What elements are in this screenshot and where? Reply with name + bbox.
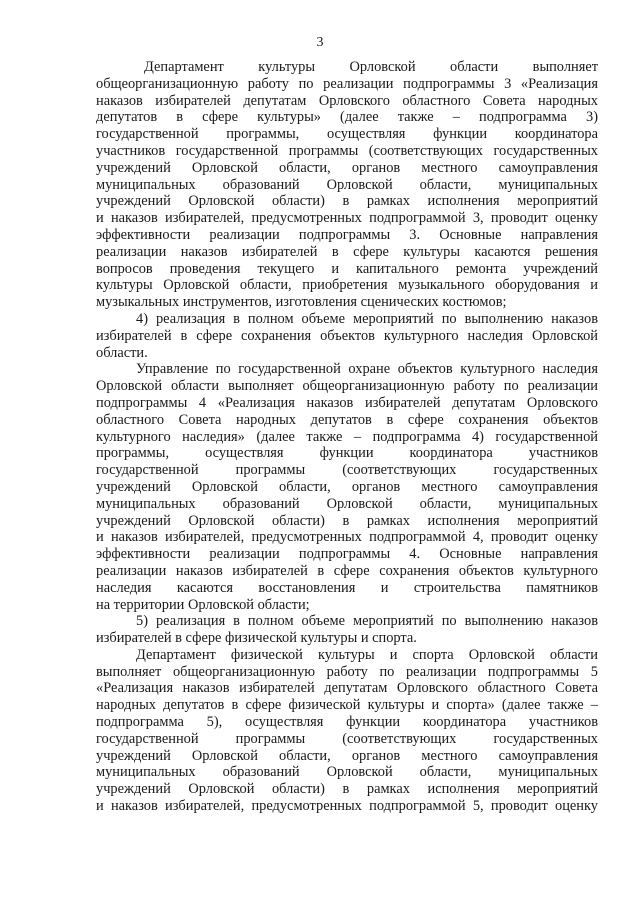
text-line: Департамент физической культуры и спорта Орловской области <box>136 646 598 663</box>
text-line: учреждений Орловской области) в рамках исполнения мероприятий <box>96 512 598 529</box>
text-line: Управление по государственной охране объектов культурного наследия <box>136 361 598 378</box>
text-line: подпрограммы 4 «Реализация наказов избирателей депутатам Орловского <box>96 394 598 411</box>
paragraph-item-5 <box>96 613 598 647</box>
text-line: вопросов проведения текущего и капитального ремонта учреждений <box>96 260 598 277</box>
text-line: музыкальных инструментов, изготовления сценических костюмов; <box>96 294 507 311</box>
paragraph-heritage-protection <box>96 361 598 613</box>
text-line: подпрограмма 5), осуществляя функции координатора участников <box>96 714 598 731</box>
text-line: муниципальных образований Орловской области, муниципальных <box>96 495 598 512</box>
text-line: избирателей в сфере физической культуры и спорта. <box>96 630 417 647</box>
text-line: выполняет общеорганизационную работу по реализации подпрограммы 5 <box>96 663 598 680</box>
text-line: эффективности реализации подпрограммы 4. Основные направления <box>96 546 598 563</box>
text-line: Орловской области выполняет общеорганизационную работу по реализации <box>96 378 598 395</box>
text-line: депутатов в сфере культуры» (далее также – подпрограмма 3) <box>96 109 598 126</box>
text-line: общеорганизационную работу по реализации подпрограммы 3 «Реализация <box>96 75 598 92</box>
page-number: 3 <box>316 35 324 50</box>
text-line: наказов избирателей депутатам Орловского областного Совета народных <box>96 92 598 109</box>
text-line: муниципальных образований Орловской области, муниципальных <box>96 176 598 193</box>
text-line: избирателей в сфере сохранения объектов культурного наследия Орловской <box>96 327 598 344</box>
text-line: и наказов избирателей, предусмотренных подпрограммой 5, проводит оценку <box>96 798 598 815</box>
text-line: и наказов избирателей, предусмотренных подпрограммой 4, проводит оценку <box>96 529 598 546</box>
text-line: эффективности реализации подпрограммы 3. Основные направления <box>96 226 598 243</box>
text-line: муниципальных образований Орловской области, муниципальных <box>96 764 598 781</box>
text-line: и наказов избирателей, предусмотренных подпрограммой 3, проводит оценку <box>96 210 598 227</box>
text-line: государственной программы (соответствующих государственных <box>96 462 598 479</box>
text-line: государственной программы (соответствующих государственных <box>96 730 598 747</box>
text-line: участников государственной программы (соответствующих государственных <box>96 142 598 159</box>
text-line: Департамент культуры Орловской области выполняет <box>144 59 598 75</box>
text-line: «Реализация наказов избирателей депутатам Орловского областного Совета <box>96 680 598 697</box>
text-line: культуры Орловской области, приобретения музыкального оборудования и <box>96 277 598 294</box>
text-line: учреждений Орловской области, органов местного самоуправления <box>96 478 598 495</box>
paragraph-department-sport <box>96 647 598 815</box>
paragraph-item-4 <box>96 311 598 361</box>
text-line: учреждений Орловской области, органов местного самоуправления <box>96 747 598 764</box>
paragraph-department-culture <box>96 59 598 311</box>
text-line: реализации наказов избирателей в сфере культуры касаются решения <box>96 243 598 260</box>
text-line: областного Совета народных депутатов в сфере сохранения объектов <box>96 411 598 428</box>
text-line: программы, осуществляя функции координатора участников <box>96 445 598 462</box>
text-line: учреждений Орловской области) в рамках исполнения мероприятий <box>96 193 598 210</box>
text-line: 4) реализация в полном объеме мероприятий по выполнению наказов <box>136 310 598 327</box>
text-line: реализации наказов избирателей в сфере сохранения объектов культурного <box>96 562 598 579</box>
text-line: 5) реализация в полном объеме мероприятий по выполнению наказов <box>136 613 598 630</box>
text-line: государственной программы, осуществляя функции координатора <box>96 126 598 143</box>
text-line: наследия касаются восстановления и строительства памятников <box>96 579 598 596</box>
document-body <box>96 59 598 815</box>
text-line: учреждений Орловской области, органов местного самоуправления <box>96 159 598 176</box>
text-line: народных депутатов в сфере физической культуры и спорта» (далее также – <box>96 697 598 714</box>
text-line: культурного наследия» (далее также – подпрограмма 4) государственной <box>96 428 598 445</box>
text-line: области. <box>96 344 148 361</box>
text-line: учреждений Орловской области) в рамках исполнения мероприятий <box>96 781 598 798</box>
text-line: на территории Орловской области; <box>96 596 310 613</box>
